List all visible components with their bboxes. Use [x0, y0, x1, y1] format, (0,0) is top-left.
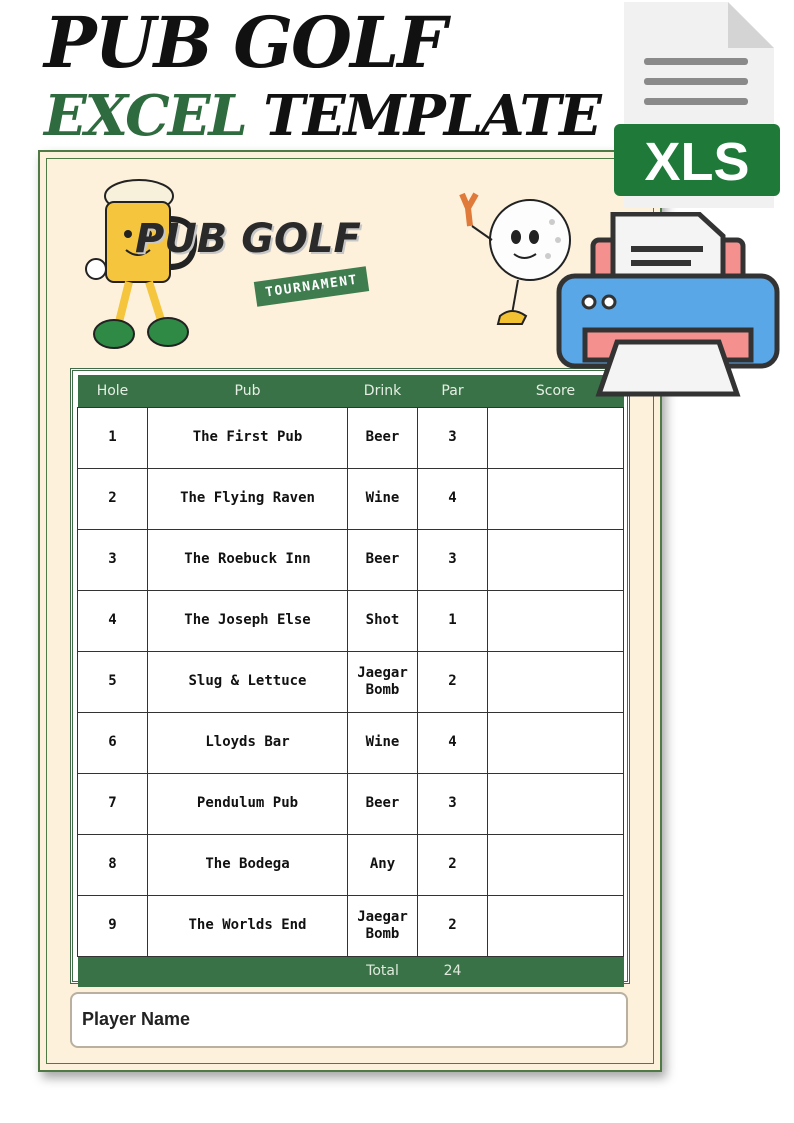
cell-hole: 3: [78, 530, 148, 591]
cell-par: 3: [418, 774, 488, 835]
header-score: Score: [488, 375, 624, 408]
header-pub: Pub: [148, 375, 348, 408]
cell-hole: 9: [78, 896, 148, 957]
cell-hole: 8: [78, 835, 148, 896]
xls-label: XLS: [644, 132, 750, 192]
cell-drink: Wine: [348, 713, 418, 774]
cell-pub: Lloyds Bar: [148, 713, 348, 774]
cell-drink: Beer: [348, 774, 418, 835]
total-empty-2: [148, 957, 348, 988]
cell-hole: 4: [78, 591, 148, 652]
cell-par: 4: [418, 469, 488, 530]
header-drink: Drink: [348, 375, 418, 408]
table-row: [78, 652, 624, 713]
cell-par: 2: [418, 652, 488, 713]
cell-hole: 6: [78, 713, 148, 774]
headline-excel: EXCEL: [44, 83, 246, 149]
headline-line1: PUB GOLF: [44, 1, 445, 84]
headline-subtitle: [44, 83, 600, 149]
cell-score[interactable]: [488, 530, 624, 591]
table-row: [78, 591, 624, 652]
cell-drink: Beer: [348, 408, 418, 469]
cell-drink: Wine: [348, 469, 418, 530]
cell-pub: The Flying Raven: [148, 469, 348, 530]
cell-pub: The Roebuck Inn: [148, 530, 348, 591]
cell-pub: Slug & Lettuce: [148, 652, 348, 713]
total-empty-3: [488, 957, 624, 988]
cell-hole: 7: [78, 774, 148, 835]
table-row: [78, 408, 624, 469]
total-par: 24: [418, 957, 488, 988]
cell-pub: The Bodega: [148, 835, 348, 896]
player-name-label: Player Name: [82, 1009, 191, 1029]
tournament-badge: TOURNAMENT: [254, 266, 370, 307]
cell-score[interactable]: [488, 591, 624, 652]
cell-score[interactable]: [488, 408, 624, 469]
cell-par: 4: [418, 713, 488, 774]
cell-score[interactable]: [488, 835, 624, 896]
total-empty-1: [78, 957, 148, 988]
scorecard-table: [77, 375, 624, 987]
cell-hole: 1: [78, 408, 148, 469]
table-row: [78, 530, 624, 591]
cell-drink: Jaegar Bomb: [348, 652, 418, 713]
headline-title: [44, 1, 445, 84]
headline-template: TEMPLATE: [245, 83, 600, 149]
header-hole: Hole: [78, 375, 148, 408]
table-total-row: [78, 957, 624, 988]
cell-hole: 5: [78, 652, 148, 713]
cell-par: 2: [418, 896, 488, 957]
total-label: Total: [348, 957, 418, 988]
table-row: [78, 713, 624, 774]
cell-score[interactable]: [488, 896, 624, 957]
cell-drink: Beer: [348, 530, 418, 591]
cell-score[interactable]: [488, 469, 624, 530]
cell-drink: Any: [348, 835, 418, 896]
table-row: [78, 896, 624, 957]
player-name-field[interactable]: [70, 992, 628, 1048]
cell-score[interactable]: [488, 652, 624, 713]
table-row: [78, 469, 624, 530]
cell-pub: Pendulum Pub: [148, 774, 348, 835]
table-row: [78, 774, 624, 835]
table-header-row: [78, 375, 624, 408]
beer-mug-mascot-icon: [84, 174, 204, 359]
cell-hole: 2: [78, 469, 148, 530]
sheet-title: PUB GOLF: [135, 216, 361, 262]
cell-par: 3: [418, 530, 488, 591]
cell-par: 2: [418, 835, 488, 896]
header-par: Par: [418, 375, 488, 408]
cell-drink: Shot: [348, 591, 418, 652]
table-row: [78, 835, 624, 896]
scorecard-table-frame: [70, 368, 630, 984]
cell-score[interactable]: [488, 713, 624, 774]
cell-par: 1: [418, 591, 488, 652]
cell-pub: The Worlds End: [148, 896, 348, 957]
cell-pub: The First Pub: [148, 408, 348, 469]
cell-pub: The Joseph Else: [148, 591, 348, 652]
cell-par: 3: [418, 408, 488, 469]
cell-drink: Jaegar Bomb: [348, 896, 418, 957]
xls-file-icon: [612, 0, 784, 212]
cell-score[interactable]: [488, 774, 624, 835]
printer-icon: [555, 212, 781, 398]
